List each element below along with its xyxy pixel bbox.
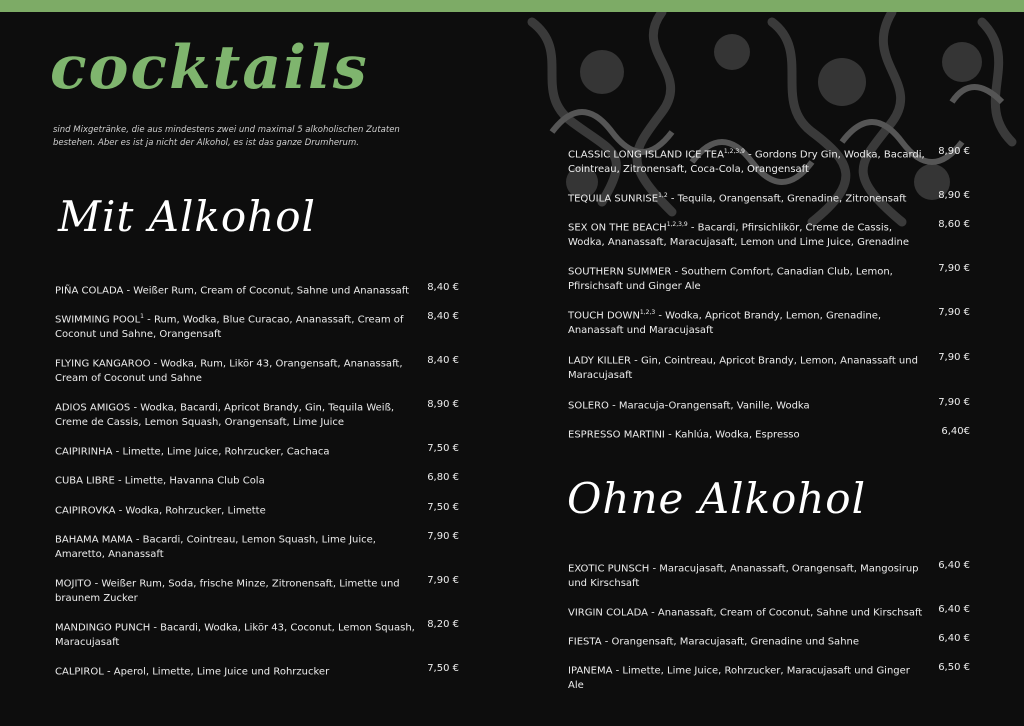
menu-item-price: 8,90 € (427, 399, 459, 410)
menu-item (568, 396, 970, 414)
menu-item-desc: FLYING KANGAROO - Wodka, Rum, Likör 43, Orangensaft, Ananassaft, Cream of Coconut und Sahne (55, 358, 403, 384)
menu-item-desc: SWIMMING POOL$^1$ - Rum, Wodka, Blue Curacao, Ananassaft, Cream of Coconut und Sahne, Orangensaft (55, 313, 404, 340)
menu-item (568, 559, 970, 591)
menu-item-price: 8,40 € (427, 282, 459, 293)
menu-item-desc: LADY KILLER - Gin, Cointreau, Apricot Brandy, Lemon, Ananassaft und Maracujasaft (568, 355, 918, 381)
menu-item-desc: EXOTIC PUNSCH - Maracujasaft, Ananassaft, Orangensaft, Mangosirup und Kirschsaft (568, 563, 919, 589)
menu-item-desc: CAIPIROVKA - Wodka, Rohrzucker, Limette (55, 505, 266, 517)
menu-item-desc: VIRGIN COLADA - Ananassaft, Cream of Coconut, Sahne und Kirschsaft (568, 607, 923, 619)
menu-item (568, 632, 970, 650)
menu-item (55, 574, 459, 606)
menu-item (55, 442, 459, 460)
menu-item (568, 425, 970, 443)
menu-item (568, 145, 970, 177)
menu-item-price: 7,50 € (427, 443, 459, 454)
menu-item-price: 7,90 € (938, 307, 970, 318)
menu-item-desc: PIÑA COLADA - Weißer Rum, Cream of Coconut, Sahne und Ananassaft (55, 285, 410, 297)
menu-item-price: 8,90 € (938, 190, 970, 201)
menu-item-price: 6,40€ (941, 426, 970, 437)
menu-item-price: 8,40 € (427, 355, 459, 366)
page-title: cocktails (50, 33, 369, 103)
menu-item (55, 471, 459, 489)
menu-item (568, 603, 970, 621)
menu-item-desc: BAHAMA MAMA - Bacardi, Cointreau, Lemon Squash, Lime Juice, Amaretto, Ananassaft (55, 534, 376, 560)
menu-item-price: 7,50 € (427, 663, 459, 674)
section-heading-mit-alkohol: Mit Alkohol (58, 192, 316, 241)
menu-item (55, 398, 459, 430)
menu-item (568, 351, 970, 383)
menu-item (55, 662, 459, 680)
menu-item (568, 661, 970, 693)
menu-item-desc: CUBA LIBRE - Limette, Havanna Club Cola (55, 475, 265, 487)
menu-item-price: 6,50 € (938, 662, 970, 673)
menu-item-price: 6,40 € (938, 633, 970, 644)
menu-item-desc: FIESTA - Orangensaft, Maracujasaft, Grenadine und Sahne (568, 636, 860, 648)
menu-item-desc: IPANEMA - Limette, Lime Juice, Rohrzucker, Maracujasaft und Ginger Ale (568, 665, 910, 691)
menu-item-desc: TOUCH DOWN$^{1,2,3}$ - Wodka, Apricot Brandy, Lemon, Grenadine, Ananassaft und Maracujasaft (568, 309, 882, 336)
menu-item (55, 281, 459, 299)
menu-item (55, 310, 459, 342)
menu-item-desc: SOUTHERN SUMMER - Southern Comfort, Canadian Club, Lemon, Pfirsichsaft und Ginger Ale (568, 266, 893, 292)
menu-item (55, 618, 459, 650)
menu-item-desc: CAIPIRINHA - Limette, Lime Juice, Rohrzucker, Cachaca (55, 446, 330, 458)
top-accent-bar (0, 0, 1024, 12)
menu-item-price: 8,90 € (938, 146, 970, 157)
menu-item (568, 218, 970, 250)
menu-item (568, 306, 970, 338)
menu-item-price: 7,90 € (427, 575, 459, 586)
menu-item-desc: SEX ON THE BEACH$^{1,2,3,9}$ - Bacardi, Pfirsichlikör, Creme de Cassis, Wodka, Ananassaft, Maracujasaft, Lemon und Lime Juice, Grenadine (568, 221, 910, 248)
menu-item-price: 8,40 € (427, 311, 459, 322)
menu-item-desc: SOLERO - Maracuja-Orangensaft, Vanille, Wodka (568, 400, 810, 412)
menu-item (55, 530, 459, 562)
menu-item-desc: ADIOS AMIGOS - Wodka, Bacardi, Apricot Brandy, Gin, Tequila Weiß, Creme de Cassis, Lemon Squash, Orangensaft, Lime Juice (55, 402, 395, 428)
menu-item-desc: CALPIROL - Aperol, Limette, Lime Juice und Rohrzucker (55, 666, 330, 678)
menu-item-desc: TEQUILA SUNRISE$^{1,2}$ - Tequila, Orangensaft, Grenadine, Zitronensaft (568, 192, 907, 205)
menu-item-price: 8,20 € (427, 619, 459, 630)
menu-item-price: 8,60 € (938, 219, 970, 230)
section-heading-ohne-alkohol: Ohne Alkohol (567, 474, 867, 523)
menu-item-price: 7,90 € (938, 397, 970, 408)
menu-item-desc: MANDINGO PUNCH - Bacardi, Wodka, Likör 43, Coconut, Lemon Squash, Maracujasaft (55, 622, 415, 648)
menu-item (568, 189, 970, 207)
menu-item-desc: ESPRESSO MARTINI - Kahlúa, Wodka, Espresso (568, 429, 800, 441)
menu-item (55, 501, 459, 519)
menu-item-desc: CLASSIC LONG ISLAND ICE TEA$^{1,2,3,9}$ - Gordons Dry Gin, Wodka, Bacardi, Cointreau, Zitronensaft, Coca-Cola, Orangensaft (568, 148, 925, 175)
menu-item-price: 7,50 € (427, 502, 459, 513)
menu-item-price: 7,90 € (427, 531, 459, 542)
menu-item-price: 6,80 € (427, 472, 459, 483)
page-subtitle: sind Mixgetränke, die aus mindestens zwei und maximal 5 alkoholischen Zutaten bestehen. Aber es ist ja nicht der Alkohol, es ist das ganze Drumherum. (53, 125, 400, 148)
menu-item-price: 7,90 € (938, 263, 970, 274)
menu-item-desc: MOJITO - Weißer Rum, Soda, frische Minze, Zitronensaft, Limette und braunem Zucker (55, 578, 400, 604)
menu-item-price: 6,40 € (938, 560, 970, 571)
menu-item (55, 354, 459, 386)
menu-item-price: 6,40 € (938, 604, 970, 615)
menu-item (568, 262, 970, 294)
menu-item-price: 7,90 € (938, 352, 970, 363)
